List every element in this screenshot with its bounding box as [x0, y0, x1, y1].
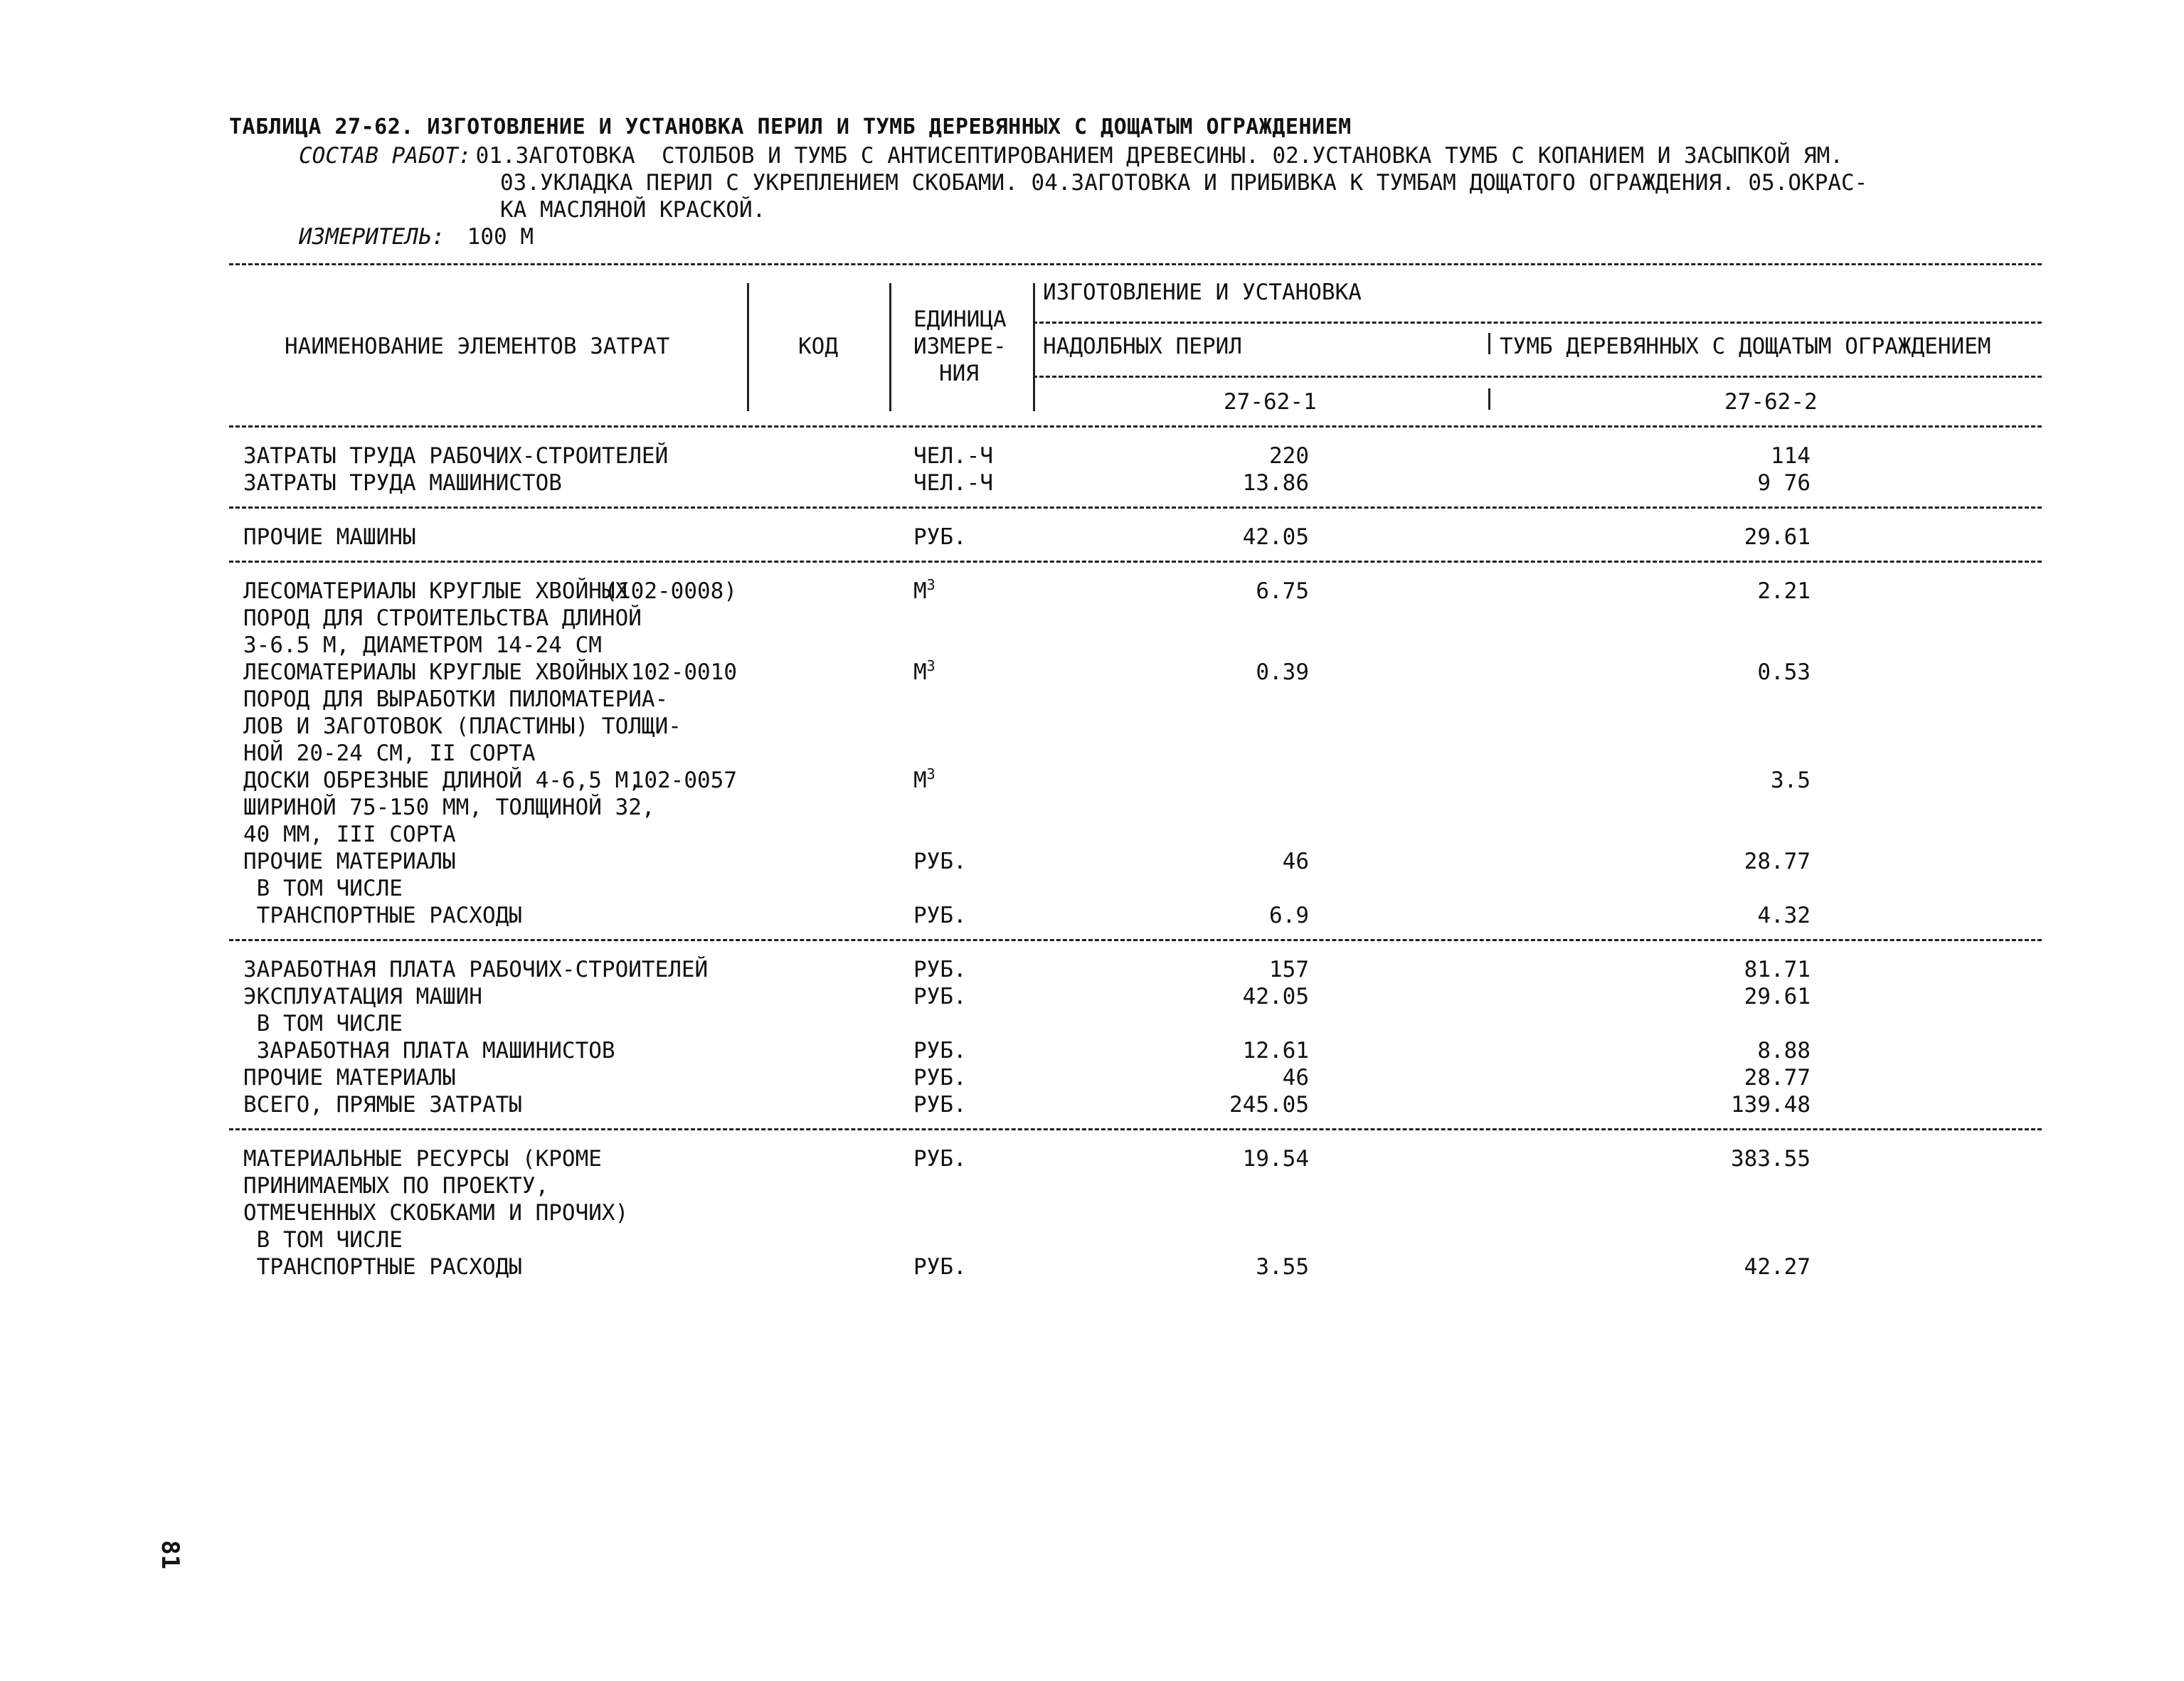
row-value-27-62-1: 0.39	[1256, 659, 1309, 685]
row-value-27-62-2: 114	[1771, 443, 1811, 469]
code-27-62-1: 27-62-1	[1224, 389, 1317, 415]
row-name: НОЙ 20-24 СМ, II СОРТА	[243, 741, 536, 766]
row-name: ТРАНСПОРТНЫЕ РАСХОДЫ	[243, 1254, 522, 1280]
row-name: В ТОМ ЧИСЛЕ	[243, 1011, 403, 1036]
row-unit: РУБ.	[913, 984, 967, 1009]
row-name: ПРОЧИЕ МАТЕРИАЛЫ	[243, 849, 456, 874]
col-unit-header-2: ИЗМЕРЕ-	[913, 334, 1007, 359]
row-name: ПРОЧИЕ МАШИНЫ	[243, 524, 416, 550]
rule-top	[229, 263, 2042, 265]
row-unit: $М^3$	[913, 576, 935, 604]
row-value-27-62-1: 220	[1269, 443, 1309, 469]
row-value-27-62-2: 28.77	[1744, 1065, 1811, 1091]
row-value-27-62-1: 42.05	[1242, 984, 1309, 1009]
row-name: ДОСКИ ОБРЕЗНЫЕ ДЛИНОЙ 4-6,5 М,	[243, 768, 642, 793]
row-unit: РУБ.	[913, 524, 967, 550]
rule-sub	[1033, 376, 2042, 378]
rule-section-2	[229, 561, 2042, 563]
row-name: 40 ММ, III СОРТА	[243, 822, 456, 847]
row-name: ПОРОД ДЛЯ ВЫРАБОТКИ ПИЛОМАТЕРИА-	[243, 686, 669, 712]
vsep-sub	[1488, 333, 1490, 354]
row-unit: РУБ.	[913, 1146, 967, 1172]
row-value-27-62-2: 4.32	[1757, 903, 1811, 928]
measure-label: ИЗМЕРИТЕЛЬ:	[299, 224, 445, 250]
row-name: ЛОВ И ЗАГОТОВОК (ПЛАСТИНЫ) ТОЛЩИ-	[243, 714, 682, 739]
row-value-27-62-1: 6.9	[1269, 903, 1309, 928]
unit-superscript: 3	[926, 576, 935, 593]
code-27-62-2: 27-62-2	[1724, 389, 1818, 415]
row-code: (102-0008)	[604, 578, 737, 604]
row-name: ЭКСПЛУАТАЦИЯ МАШИН	[243, 984, 482, 1009]
rule-group	[1033, 322, 2042, 324]
measure-value: 100 М	[454, 224, 534, 250]
vsep-unit	[1033, 283, 1035, 411]
row-unit: РУБ.	[913, 1254, 967, 1280]
row-name: ПРОЧИЕ МАТЕРИАЛЫ	[243, 1065, 456, 1091]
row-unit: $М^3$	[913, 657, 935, 685]
row-value-27-62-2: 0.53	[1757, 659, 1811, 685]
row-name: МАТЕРИАЛЬНЫЕ РЕСУРСЫ (КРОМЕ	[243, 1146, 602, 1172]
sub-header-1: НАДОЛБНЫХ ПЕРИЛ	[1043, 334, 1242, 359]
row-value-27-62-1: 13.86	[1242, 470, 1309, 496]
rule-section-4	[229, 1128, 2042, 1130]
row-value-27-62-1: 46	[1282, 849, 1309, 874]
row-unit: РУБ.	[913, 1065, 967, 1091]
composition-line-1: 01.ЗАГОТОВКА СТОЛБОВ И ТУМБ С АНТИСЕПТИРОВАНИЕМ ДРЕВЕСИНЫ. 02.УСТАНОВКА ТУМБ С КОПАНИЕМ И ЗАСЫПКОЙ ЯМ.	[462, 143, 1844, 169]
row-code: 102-0010	[630, 659, 737, 685]
row-unit: РУБ.	[913, 1092, 967, 1118]
row-unit: ЧЕЛ.-Ч	[913, 443, 993, 469]
row-name: ЗАРАБОТНАЯ ПЛАТА МАШИНИСТОВ	[243, 1038, 615, 1064]
row-name: В ТОМ ЧИСЛЕ	[243, 876, 403, 901]
row-name: ЗАРАБОТНАЯ ПЛАТА РАБОЧИХ-СТРОИТЕЛЕЙ	[243, 957, 709, 982]
row-value-27-62-2: 3.5	[1771, 768, 1811, 793]
row-value-27-62-2: 81.71	[1744, 957, 1811, 982]
row-name: ПОРОД ДЛЯ СТРОИТЕЛЬСТВА ДЛИНОЙ	[243, 605, 642, 631]
sub-header-2: ТУМБ ДЕРЕВЯННЫХ С ДОЩАТЫМ ОГРАЖДЕНИЕМ	[1500, 334, 1991, 359]
row-unit: РУБ.	[913, 1038, 967, 1064]
composition-line-3: КА МАСЛЯНОЙ КРАСКОЙ.	[500, 197, 766, 223]
row-name: ОТМЕЧЕННЫХ СКОБКАМИ И ПРОЧИХ)	[243, 1200, 629, 1226]
vsep-code	[889, 283, 891, 411]
rule-section-1	[229, 507, 2042, 509]
row-value-27-62-2: 2.21	[1757, 578, 1811, 604]
row-unit: РУБ.	[913, 957, 967, 982]
col-unit-header-3: НИЯ	[939, 361, 979, 386]
unit-superscript: 3	[926, 765, 935, 783]
row-name: ВСЕГО, ПРЯМЫЕ ЗАТРАТЫ	[243, 1092, 522, 1118]
col-unit-header-1: ЕДИНИЦА	[913, 307, 1007, 332]
row-value-27-62-1: 42.05	[1242, 524, 1309, 550]
row-name: ЗАТРАТЫ ТРУДА МАШИНИСТОВ	[243, 470, 562, 496]
row-name: 3-6.5 М, ДИАМЕТРОМ 14-24 СМ	[243, 632, 602, 658]
row-unit: РУБ.	[913, 849, 967, 874]
unit-superscript: 3	[926, 657, 935, 674]
vsep-code2	[1488, 388, 1490, 410]
composition-label: СОСТАВ РАБОТ:	[299, 143, 472, 169]
col-code-header: КОД	[798, 334, 838, 359]
row-value-27-62-2: 29.61	[1744, 984, 1811, 1009]
row-value-27-62-2: 139.48	[1731, 1092, 1811, 1118]
row-value-27-62-2: 8.88	[1757, 1038, 1811, 1064]
page-number: 81	[156, 1540, 184, 1569]
row-name: ЛЕСОМАТЕРИАЛЫ КРУГЛЫЕ ХВОЙНЫХ	[243, 578, 629, 604]
vsep-name	[747, 283, 749, 411]
row-value-27-62-2: 28.77	[1744, 849, 1811, 874]
row-value-27-62-1: 245.05	[1229, 1092, 1309, 1118]
row-name: ЛЕСОМАТЕРИАЛЫ КРУГЛЫЕ ХВОЙНЫХ	[243, 659, 629, 685]
row-unit: $М^3$	[913, 765, 935, 793]
row-value-27-62-1: 3.55	[1256, 1254, 1309, 1280]
col-name-header: НАИМЕНОВАНИЕ ЭЛЕМЕНТОВ ЗАТРАТ	[285, 334, 670, 359]
composition-line-2: 03.УКЛАДКА ПЕРИЛ С УКРЕПЛЕНИЕМ СКОБАМИ. 04.ЗАГОТОВКА И ПРИБИВКА К ТУМБАМ ДОЩАТОГО ОГРАЖДЕНИЯ. 05.ОКРАС-	[500, 170, 1868, 196]
row-name: ТРАНСПОРТНЫЕ РАСХОДЫ	[243, 903, 522, 928]
row-unit: ЧЕЛ.-Ч	[913, 470, 993, 496]
row-code: 102-0057	[630, 768, 737, 793]
table-title: ТАБЛИЦА 27-62. ИЗГОТОВЛЕНИЕ И УСТАНОВКА ПЕРИЛ И ТУМБ ДЕРЕВЯННЫХ С ДОЩАТЫМ ОГРАЖДЕНИЕМ	[229, 115, 1352, 139]
row-value-27-62-2: 9 76	[1757, 470, 1811, 496]
row-name: ШИРИНОЙ 75-150 ММ, ТОЛЩИНОЙ 32,	[243, 795, 655, 820]
row-value-27-62-1: 157	[1269, 957, 1309, 982]
row-value-27-62-2: 29.61	[1744, 524, 1811, 550]
row-name: В ТОМ ЧИСЛЕ	[243, 1227, 403, 1253]
row-value-27-62-2: 383.55	[1731, 1146, 1811, 1172]
row-unit: РУБ.	[913, 903, 967, 928]
row-name: ПРИНИМАЕМЫХ ПО ПРОЕКТУ,	[243, 1173, 549, 1199]
group-header: ИЗГОТОВЛЕНИЕ И УСТАНОВКА	[1043, 280, 1362, 305]
rule-section-3	[229, 939, 2042, 941]
row-value-27-62-1: 6.75	[1256, 578, 1309, 604]
rule-header-bottom	[229, 425, 2042, 428]
row-value-27-62-1: 12.61	[1242, 1038, 1309, 1064]
row-value-27-62-2: 42.27	[1744, 1254, 1811, 1280]
row-name: ЗАТРАТЫ ТРУДА РАБОЧИХ-СТРОИТЕЛЕЙ	[243, 443, 669, 469]
row-value-27-62-1: 46	[1282, 1065, 1309, 1091]
row-value-27-62-1: 19.54	[1242, 1146, 1309, 1172]
